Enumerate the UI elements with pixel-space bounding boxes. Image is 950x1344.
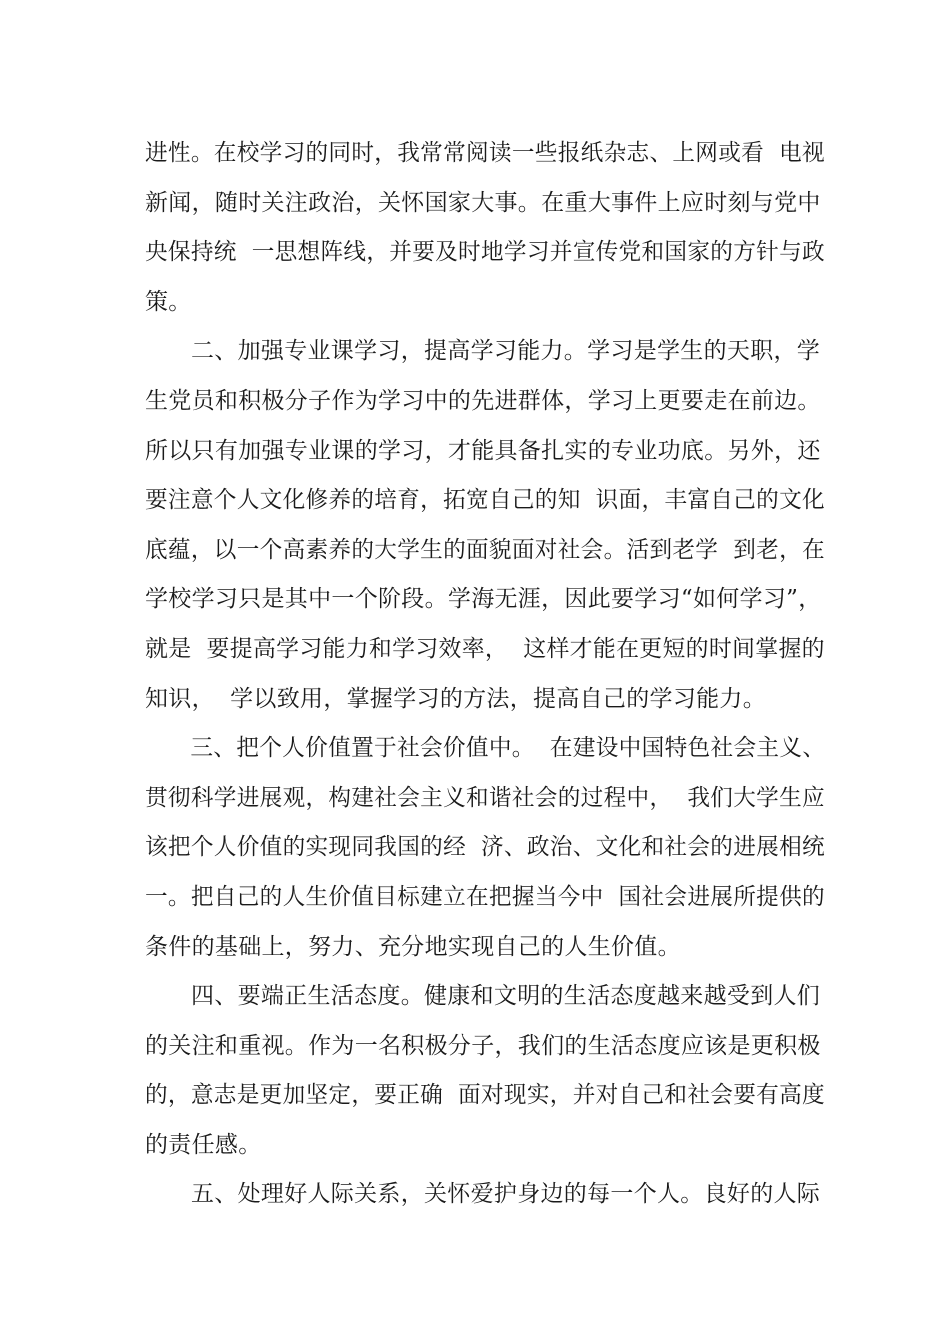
text-line: 学校学习只是其中一个阶段。学海无涯，因此要学习“如何学习”， [145, 586, 822, 613]
text-line: 的责任感。 [145, 1131, 262, 1158]
text-line: 该把个人价值的实现同我国的经 济、政治、文化和社会的进展相统 [145, 834, 825, 861]
paragraph-first-line: 四、要端正生活态度。健康和文明的生活态度越来越受到人们 [191, 983, 821, 1010]
text-line: 的，意志是更加坚定，要正确 面对现实，并对自己和社会要有高度 [145, 1082, 825, 1109]
body-text [145, 129, 825, 1220]
text-line: 一。把自己的人生价值目标建立在把握当今中 国社会进展所提供的 [145, 883, 825, 910]
text-line: 央保持统 一思想阵线，并要及时地学习并宣传党和国家的方针与政 [145, 239, 825, 266]
text-line: 生党员和积极分子作为学习中的先进群体，学习上更要走在前边。 [145, 387, 821, 414]
paragraph-first-line: 二、加强专业课学习，提高学习能力。学习是学生的天职，学 [191, 338, 821, 365]
text-line: 知识， 学以致用，掌握学习的方法，提高自己的学习能力。 [145, 685, 767, 712]
text-line: 进性。在校学习的同时，我常常阅读一些报纸杂志、上网或看 电视 [145, 140, 825, 166]
paragraph-first-line: 三、把个人价值置于社会价值中。 在建设中国特色社会主义、 [190, 735, 826, 762]
text-line: 新闻，随时关注政治，关怀国家大事。在重大事件上应时刻与党中 [145, 189, 821, 216]
text-line: 策。 [145, 288, 192, 315]
text-line: 底蕴，以一个高素养的大学生的面貌面对社会。活到老学 到老，在 [145, 536, 825, 563]
text-line: 要注意个人文化修养的培育，拓宽自己的知 识面，丰富自己的文化 [145, 487, 825, 514]
text-line: 所以只有加强专业课的学习，才能具备扎实的专业功底。另外，还 [145, 437, 821, 464]
paragraph-first-line: 五、处理好人际关系，关怀爱护身边的每一个人。良好的人际 [191, 1181, 821, 1208]
text-line: 的关注和重视。作为一名积极分子，我们的生活态度应该是更积极 [145, 1032, 821, 1059]
text-line: 贯彻科学进展观，构建社会主义和谐社会的过程中， 我们大学生应 [145, 784, 825, 811]
text-line: 条件的基础上，努力、充分地实现自己的人生价值。 [145, 933, 681, 960]
text-line: 就是 要提高学习能力和学习效率， 这样才能在更短的时间掌握的 [145, 635, 825, 662]
